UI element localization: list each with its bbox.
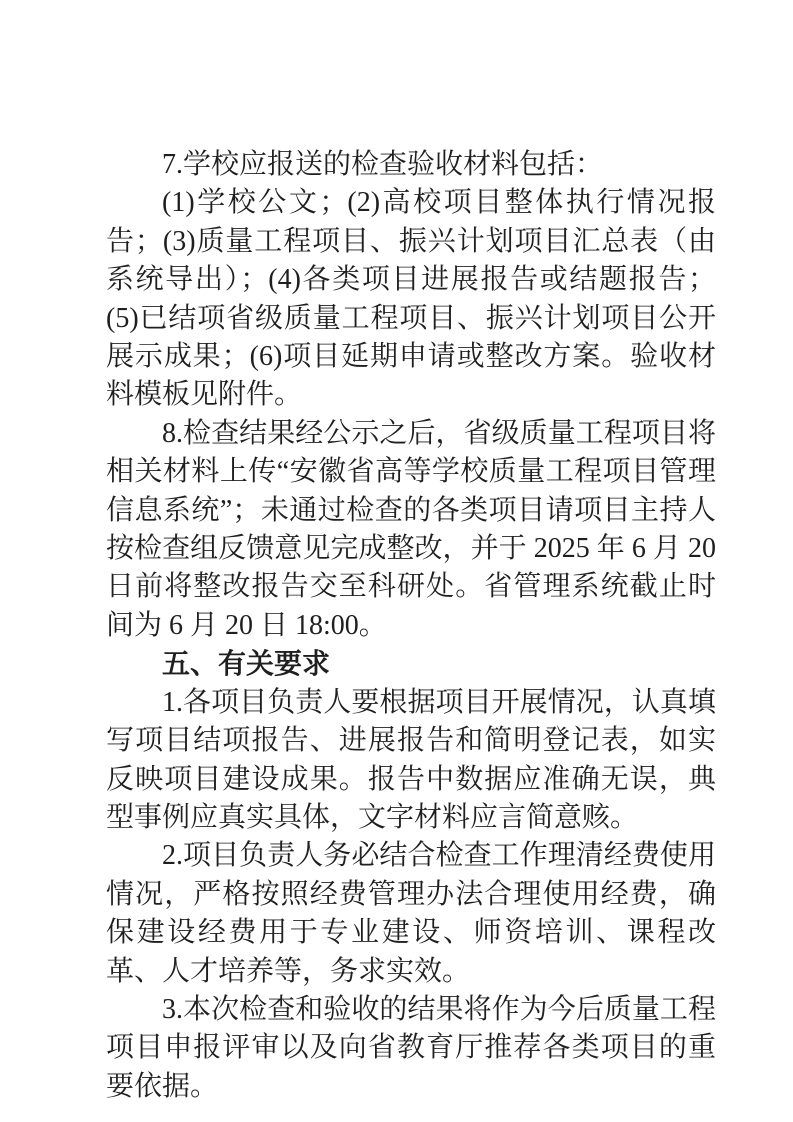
- paragraph-materials-intro: 7.学校应报送的检查验收材料包括：: [162, 149, 604, 180]
- paragraph-result-upload: 8.检查结果经公示之后，省级质量工程项目将相关材料上传“安徽省高等学校质量工程项目管理信息系统”；未通过检查的各类项目请项目主持人按检查组反馈意见完成整改，并于 2025 年 6 月 20 日前将整改报告交至科研处。省管理系统截止时间为 6 月 20 日 18:00。: [106, 417, 716, 641]
- document-body: [106, 146, 716, 1106]
- paragraph-requirement-3: 3.本次检查和验收的结果将作为今后质量工程项目申报评审以及向省教育厅推荐各类项目的重要依据。: [106, 993, 716, 1102]
- paragraph-materials-list: (1)学校公文；(2)高校项目整体执行情况报告；(3)质量工程项目、振兴计划项目汇总表（由系统导出）；(4)各类项目进展报告或结题报告；(5)已结项省级质量工程项目、振兴计划项目公开展示成果；(6)项目延期申请或整改方案。验收材料模板见附件。: [106, 187, 716, 411]
- paragraph-requirement-1: 1.各项目负责人要根据项目开展情况，认真填写项目结项报告、进展报告和简明登记表，如实反映项目建设成果。报告中数据应准确无误，典型事例应真实具体，文字材料应言简意赅。: [106, 686, 716, 833]
- paragraph-requirement-2: 2.项目负责人务必结合检查工作理清经费使用情况，严格按照经费管理办法合理使用经费，确保建设经费用于专业建设、师资培训、课程改革、人才培养等，务求实效。: [106, 840, 716, 987]
- section-heading-requirements: 五、有关要求: [162, 648, 331, 680]
